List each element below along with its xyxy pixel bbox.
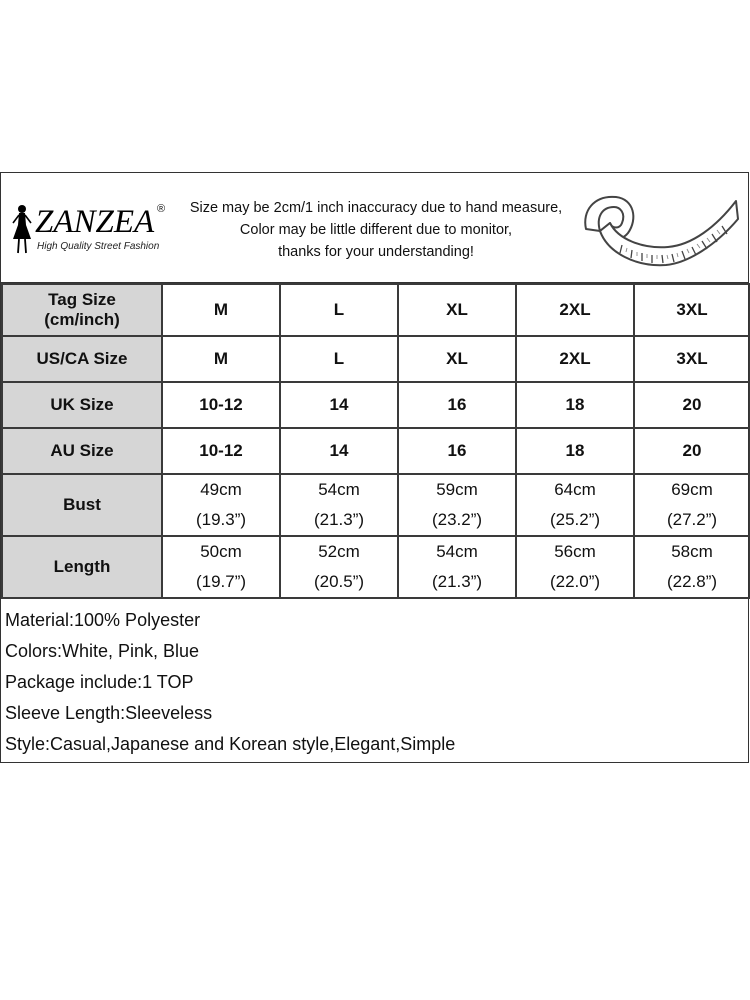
cell-inch: (19.7”): [195, 572, 247, 591]
table-cell: 18: [516, 428, 634, 474]
cell-cm: 59cm: [436, 480, 478, 499]
table-cell: L: [280, 336, 398, 382]
row-label: US/CA Size: [2, 336, 162, 382]
cell-inch: (20.5”): [313, 572, 365, 591]
brand-logo: ZANZEA: [35, 204, 155, 240]
table-cell: [516, 474, 634, 536]
table-cell: 3XL: [634, 336, 750, 382]
table-cell: [634, 474, 750, 536]
cell-inch: (22.0”): [549, 572, 601, 591]
table-cell: M: [162, 284, 280, 336]
row-label: UK Size: [2, 382, 162, 428]
detail-sleeve-length: Sleeve Length:Sleeveless: [5, 703, 213, 723]
table-cell: 18: [516, 382, 634, 428]
table-row-au-size: [2, 428, 750, 474]
brand-tagline: High Quality Street Fashion: [37, 241, 160, 252]
cell-cm: 58cm: [671, 542, 713, 561]
cell-cm: 56cm: [554, 542, 596, 561]
table-row-bust: [2, 474, 750, 536]
size-table: [1, 283, 750, 599]
table-cell: XL: [398, 336, 516, 382]
note-line: Size may be 2cm/1 inch inaccuracy due to hand measure,: [189, 200, 563, 216]
cell-inch: (23.2”): [431, 510, 483, 529]
table-cell: 16: [398, 382, 516, 428]
cell-cm: 64cm: [554, 480, 596, 499]
table-cell: 20: [634, 382, 750, 428]
detail-material: Material:100% Polyester: [5, 610, 201, 630]
table-cell: 10-12: [162, 382, 280, 428]
note-line: thanks for your understanding!: [278, 244, 474, 260]
cell-inch: (21.3”): [313, 510, 365, 529]
cell-cm: 52cm: [318, 542, 360, 561]
row-label: Bust: [2, 474, 162, 536]
table-row-tag-size: [2, 284, 750, 336]
row-label: AU Size: [2, 428, 162, 474]
table-cell: 16: [398, 428, 516, 474]
table-cell: [162, 536, 280, 598]
cell-cm: 69cm: [671, 480, 713, 499]
table-row-length: [2, 536, 750, 598]
cell-cm: 54cm: [318, 480, 360, 499]
table-cell: M: [162, 336, 280, 382]
measuring-tape-icon: [576, 183, 744, 278]
table-cell: 20: [634, 428, 750, 474]
row-label-line: (cm/inch): [44, 310, 120, 329]
detail-colors: Colors:White, Pink, Blue: [5, 641, 200, 661]
detail-style: Style:Casual,Japanese and Korean style,Elegant,Simple: [5, 734, 456, 754]
row-label-line: Tag Size: [48, 290, 116, 309]
size-chart-sheet: [0, 172, 749, 763]
cell-inch: (19.3”): [195, 510, 247, 529]
table-row-uk-size: [2, 382, 750, 428]
table-row-us-ca-size: [2, 336, 750, 382]
table-cell: 10-12: [162, 428, 280, 474]
chart-header: [1, 173, 748, 283]
table-cell: [634, 536, 750, 598]
cell-inch: (21.3”): [431, 572, 483, 591]
cell-cm: 49cm: [200, 480, 242, 499]
note-line: Color may be little different due to monitor,: [239, 222, 513, 238]
detail-package: Package include:1 TOP: [5, 672, 194, 692]
row-label: [2, 284, 162, 336]
table-cell: [280, 536, 398, 598]
table-cell: 14: [280, 428, 398, 474]
cell-cm: 54cm: [436, 542, 478, 561]
cell-inch: (27.2”): [666, 510, 718, 529]
woman-silhouette-icon: [10, 203, 34, 255]
table-cell: [280, 474, 398, 536]
table-cell: 3XL: [634, 284, 750, 336]
table-cell: [162, 474, 280, 536]
table-cell: 2XL: [516, 284, 634, 336]
measurement-note: [169, 197, 583, 263]
row-label: Length: [2, 536, 162, 598]
registered-mark: ®: [157, 203, 166, 215]
table-cell: [516, 536, 634, 598]
table-cell: [398, 536, 516, 598]
cell-inch: (22.8”): [666, 572, 718, 591]
table-cell: L: [280, 284, 398, 336]
product-details: [5, 605, 455, 760]
cell-cm: 50cm: [200, 542, 242, 561]
table-cell: 2XL: [516, 336, 634, 382]
table-cell: [398, 474, 516, 536]
table-cell: 14: [280, 382, 398, 428]
cell-inch: (25.2”): [549, 510, 601, 529]
table-cell: XL: [398, 284, 516, 336]
